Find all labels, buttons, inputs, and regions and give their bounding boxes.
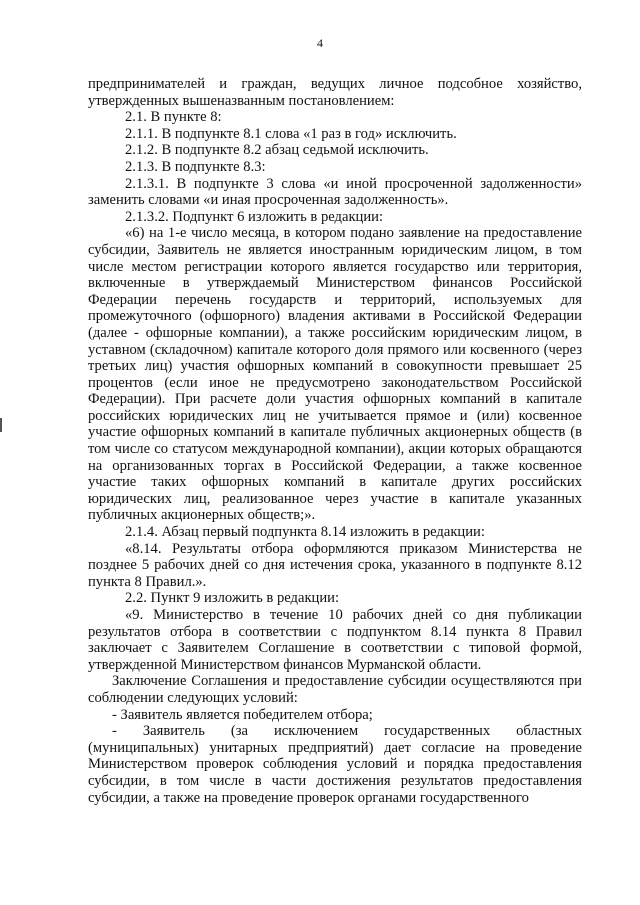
paragraph-intro: предпринимателей и граждан, ведущих личное подсобное хозяйство, утвержденных вышеназванным постановлением: xyxy=(88,76,582,109)
paragraph-2-1-3-1: 2.1.3.1. В подпункте 3 слова «и иной просроченной задолженности» заменить словами «и иная просроченная задолженность». xyxy=(88,175,582,209)
paragraph-conditions-intro: Заключение Соглашения и предоставление субсидии осуществляются при соблюдении следующих условий: xyxy=(88,673,582,706)
paragraph-2-2: 2.2. Пункт 9 изложить в редакции: xyxy=(125,590,340,607)
paragraph-2-1-1: 2.1.1. В подпункте 8.1 слова «1 раз в год» исключить. xyxy=(125,125,457,142)
paragraph-condition-winner: - Заявитель является победителем отбора; xyxy=(112,706,373,723)
paragraph-2-1: 2.1. В пункте 8: xyxy=(125,109,222,126)
paragraph-8-14: «8.14. Результаты отбора оформляются приказом Министерства не позднее 5 рабочих дней со дня истечения срока, указанного в подпункте 8.12 пункта 8 Правил.». xyxy=(88,540,582,590)
paragraph-2-1-4: 2.1.4. Абзац первый подпункта 8.14 изложить в редакции: xyxy=(125,524,485,541)
paragraph-2-1-3: 2.1.3. В подпункте 8.3: xyxy=(125,158,266,175)
paragraph-2-1-2: 2.1.2. В подпункте 8.2 абзац седьмой исключить. xyxy=(125,142,429,159)
paragraph-condition-consent: - Заявитель (за исключением государственных областных (муниципальных) унитарных предприятий) дает согласие на проведение Министерством проверок соблюдения условий и порядка предоставления субсидии, в том числе в части достижения результатов предоставления субсидии, а также на проведение проверок органами государственного xyxy=(88,723,582,806)
paragraph-point-9: «9. Министерство в течение 10 рабочих дней со дня публикации результатов отбора в соответствии с подпунктом 8.14 пункта 8 Правил заключает с Заявителем Соглашение в соответствии с типовой формой, утвержденной Министерством финансов Мурманской области. xyxy=(88,607,582,673)
scan-edge-mark xyxy=(0,418,2,432)
document-body xyxy=(88,76,582,806)
paragraph-2-1-3-2: 2.1.3.2. Подпункт 6 изложить в редакции: xyxy=(125,208,384,225)
paragraph-subpoint-6: «6) на 1-е число месяца, в котором подано заявление на предоставление субсидии, Заявитель не является иностранным юридическим лицом, в том числе местом регистрации которого является государство или территория, включенные в утверждаемый Министерством финансов Российской Федерации перечень государств и территорий, используемых для промежуточного (офшорного) владения активами в Российской Федерации (далее - офшорные компании), а также российским юридическим лицом, в уставном (складочном) капитале которого доля прямого или косвенного (через третьих лиц) участия офшорных компаний в совокупности превышает 25 процентов (если иное не предусмотрено законодательством Российской Федерации). При расчете доли участия офшорных компаний в капитале российских юридических лиц не учитывается прямое и (или) косвенное участие офшорных компаний в капитале публичных акционерных обществ (в том числе со статусом международной компании), акции которых обращаются на организованных торгах в Российской Федерации, а также косвенное участие таких офшорных компаний в капитале других российских юридических лиц, реализованное через участие в капитале указанных публичных акционерных обществ;». xyxy=(88,225,582,524)
page-number: 4 xyxy=(317,36,323,50)
